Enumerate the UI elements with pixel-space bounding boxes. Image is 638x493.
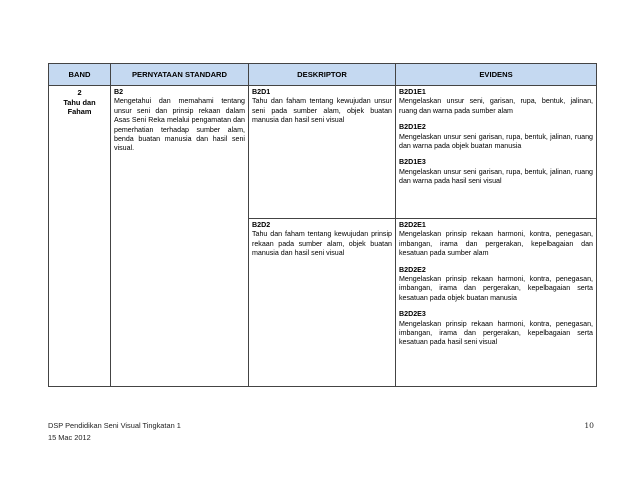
evidence-code: B2D1E2 bbox=[399, 123, 426, 132]
evidence-text: Mengelaskan prinsip rekaan harmoni, kontra, penegasan, imbangan, irama dan pergerakan, kepelbagaian serta kesatuan pada hasil seni visual bbox=[399, 319, 593, 347]
footer-date: 15 Mac 2012 bbox=[48, 433, 91, 442]
evidence-cell bbox=[396, 86, 597, 219]
standards-table bbox=[48, 63, 597, 387]
descriptor-text: Tahu dan faham tentang kewujudan prinsip rekaan pada sumber alam, objek buatan manusia dan hasil seni visual bbox=[252, 230, 392, 258]
evidence-text: Mengelaskan unsur seni garisan, rupa, bentuk, jalinan, ruang dan warna pada hasil seni visual bbox=[399, 167, 593, 186]
descriptor-cell bbox=[249, 86, 396, 219]
evidence-item bbox=[399, 310, 593, 348]
band-label-line2: Faham bbox=[67, 107, 92, 117]
evidence-item bbox=[399, 221, 593, 259]
standard-text: Mengetahui dan memahami tentang unsur seni dan prinsip rekaan dalam Asas Seni Reka melalui pengamatan dan pemerhatian terhadap sumber alam, benda buatan manusia dan hasil seni visual. bbox=[114, 97, 245, 153]
evidence-code: B2D1E3 bbox=[399, 158, 426, 167]
descriptor-code: B2D1 bbox=[252, 88, 271, 96]
page-number: 10 bbox=[584, 421, 594, 430]
header-pernyataan-standard: PERNYATAAN STANDARD bbox=[111, 64, 249, 86]
header-band: BAND bbox=[49, 64, 111, 86]
evidence-item bbox=[399, 88, 593, 116]
descriptor-code: B2D2 bbox=[252, 221, 271, 229]
band-label-line1: Tahu dan bbox=[63, 97, 96, 107]
standard-cell bbox=[111, 86, 249, 387]
evidence-cell bbox=[396, 219, 597, 387]
evidence-code: B2D2E2 bbox=[399, 265, 426, 274]
band-cell bbox=[49, 86, 111, 387]
band-number: 2 bbox=[77, 88, 82, 97]
evidence-text: Mengelaskan prinsip rekaan harmoni, kontra, penegasan, imbangan, irama dan pergerakan, kepelbagaian serta kesatuan pada objek buatan manusia bbox=[399, 275, 593, 302]
evidence-code: B2D2E1 bbox=[399, 221, 426, 229]
header-evidens: EVIDENS bbox=[396, 64, 597, 86]
table-header-row bbox=[49, 64, 597, 86]
evidence-code: B2D2E3 bbox=[399, 310, 426, 319]
evidence-item bbox=[399, 266, 593, 304]
standard-code: B2 bbox=[114, 88, 124, 96]
evidence-text: Mengelaskan prinsip rekaan harmoni, kontra, penegasan, imbangan, irama dan pergerakan, kepelbagaian dan kesatuan pada sumber alam bbox=[399, 230, 593, 258]
evidence-text: Mengelaskan unsur seni, garisan, rupa, bentuk, jalinan, ruang dan warna pada sumber alam bbox=[399, 97, 593, 115]
footer-document-title: DSP Pendidikan Seni Visual Tingkatan 1 bbox=[48, 421, 181, 430]
evidence-text: Mengelaskan unsur seni garisan, rupa, bentuk, jalinan, ruang dan warna pada objek buatan manusia bbox=[399, 132, 593, 151]
header-deskriptor: DESKRIPTOR bbox=[249, 64, 396, 86]
evidence-code: B2D1E1 bbox=[399, 88, 426, 96]
evidence-item bbox=[399, 158, 593, 186]
descriptor-text: Tahu dan faham tentang kewujudan unsur seni pada sumber alam, objek buatan manusia dan hasil seni visual bbox=[252, 97, 392, 125]
table-row bbox=[49, 86, 597, 219]
descriptor-cell bbox=[249, 219, 396, 387]
evidence-item bbox=[399, 123, 593, 151]
